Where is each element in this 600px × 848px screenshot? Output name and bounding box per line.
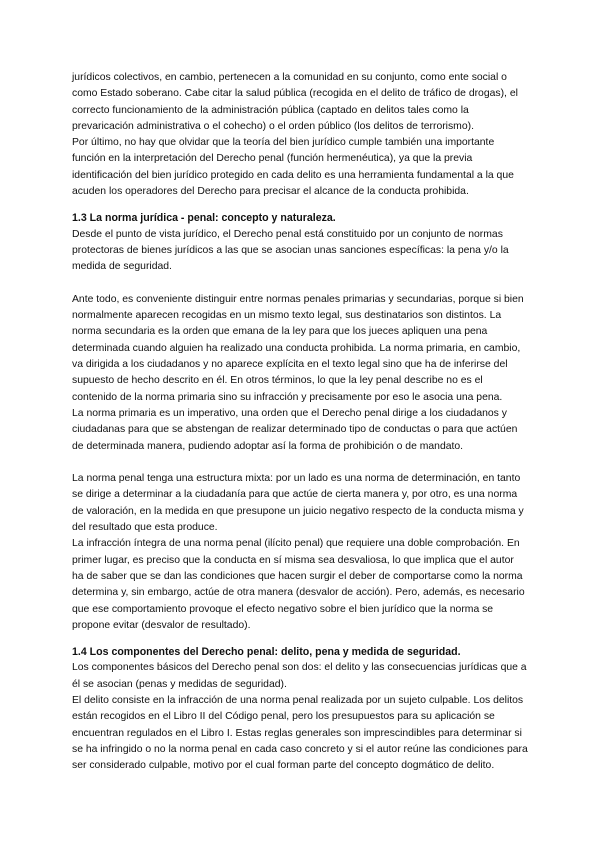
section-1-4-paragraph-crime-definition: El delito consiste en la infracción de una norma penal realizada por un sujeto culpable. Los delitos están recogidos en el Libro II del Código penal, pero los presupuestos para su aplicación se encuentran regulados en el Libro I. Estas reglas generales son imprescindibles para determinar si se ha infringido o no la norma penal en cada caso concreto y si el autor reúne las condiciones para ser considerado culpable, motivo por el cual forman parte del concepto dogmático de delito. bbox=[72, 694, 528, 772]
intro-paragraph-collective-legal-goods: jurídicos colectivos, en cambio, pertenecen a la comunidad en su conjunto, como ente social o como Estado soberano. Cabe citar la salud pública (recogida en el delito de tráfico de drogas), el correcto funcionamiento de la administración pública (captado en delitos tales como la prevaricación administrativa o el cohecho) o el orden público (los delitos de terrorismo). bbox=[72, 72, 518, 132]
spacer bbox=[72, 455, 528, 471]
section-1-3-paragraph-primary-norm-imperative: La norma primaria es un imperativo, una orden que el Derecho penal dirige a los ciudadanos y ciudadanas para que se abstengan de realizar determinado tipo de conductas o para que actúen de determinada manera, pudiendo adoptar así la forma de prohibición o de mandato. bbox=[72, 407, 518, 452]
document-page bbox=[72, 70, 528, 774]
spacer bbox=[72, 200, 528, 210]
section-heading-1-4: 1.4 Los componentes del Derecho penal: delito, pena y medida de seguridad. bbox=[72, 646, 461, 659]
spacer bbox=[72, 634, 528, 644]
spacer bbox=[72, 276, 528, 292]
section-1-4-paragraph-components: Los componentes básicos del Derecho penal son dos: el delito y las consecuencias jurídicas que a él se asocian (penas y medidas de seguridad). bbox=[72, 662, 527, 690]
section-1-3-paragraph-infraction: La infracción íntegra de una norma penal (ilícito penal) que requiere una doble comprobación. En primer lugar, es preciso que la conducta en sí misma sea desvaliosa, lo que implica que el autor ha de saber que se dan las condiciones que hacen surgir el deber de comportarse como la norma determina y, sin embargo, actúe de otra manera (desvalor de acción). Pero, además, es necesario que ese comportamiento provoque el efecto negativo sobre el bien jurídico que la norma se propone evitar (desvalor de resultado). bbox=[72, 538, 525, 631]
section-1-3-paragraph-primary-secondary-norms: Ante todo, es conveniente distinguir entre normas penales primarias y secundarias, porque si bien normalmente aparecen recogidas en un mismo texto legal, sus destinatarios son distintos. La norma secundaria es la orden que emana de la ley para que los jueces apliquen una pena determinada cuando alguien ha realizado una conducta prohibida. La norma primaria, en cambio, va dirigida a los ciudadanos y no aparece explícita en el texto legal sino que ha de inferirse del supuesto de hecho descrito en él. En otros términos, lo que la ley penal describe no es el contenido de la norma primaria sino su infracción y precisamente por eso le asocia una pena. bbox=[72, 293, 524, 403]
intro-paragraph-hermeneutic-function: Por último, no hay que olvidar que la teoría del bien jurídico cumple también una importante función en la interpretación del Derecho penal (función hermenéutica), ya que la previa identificación del bien jurídico protegido en cada delito es una herramienta fundamental a la que acuden los operadores del Derecho para precisar el alcance de la conducta prohibida. bbox=[72, 137, 514, 198]
section-heading-1-3: 1.3 La norma jurídica - penal: concepto y naturaleza. bbox=[72, 212, 336, 225]
section-1-3-paragraph-definition: Desde el punto de vista jurídico, el Derecho penal está constituido por un conjunto de normas protectoras de bienes jurídicos a las que se asocian unas sanciones específicas: la pena y/o la medida de seguridad. bbox=[72, 228, 509, 273]
section-1-3-paragraph-mixed-structure: La norma penal tenga una estructura mixta: por un lado es una norma de determinación, en tanto se dirige a determinar a la ciudadanía para que actúe de cierta manera y, por otro, es una norma de valoración, en la medida en que presupone un juicio negativo respecto de la conducta misma y del resultado que esta produce. bbox=[72, 473, 524, 534]
